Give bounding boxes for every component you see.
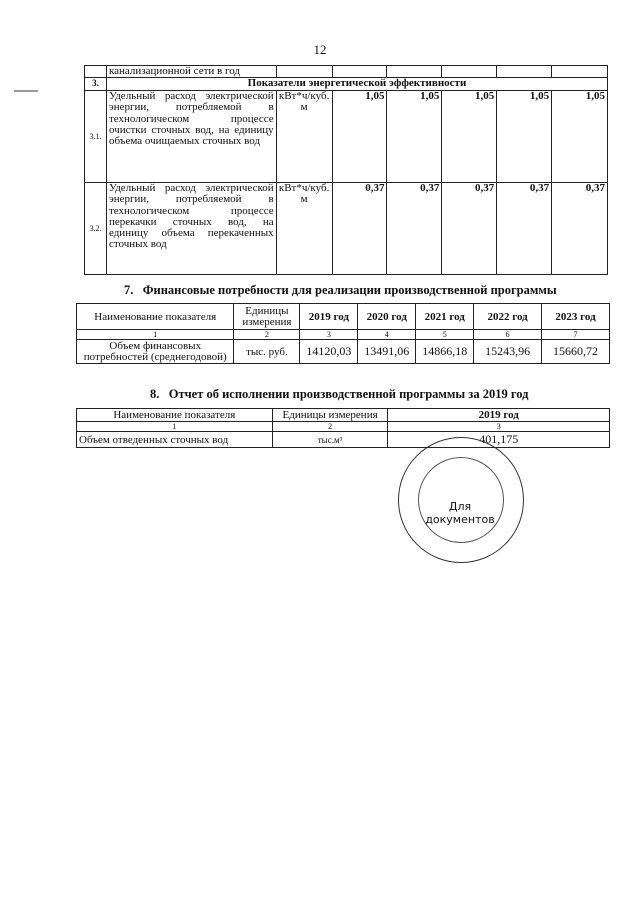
cell-empty [332, 66, 387, 78]
cell-empty [442, 66, 497, 78]
value-2022: 1,05 [497, 91, 552, 183]
header-2023: 2023 год [542, 304, 610, 330]
col-number: 4 [358, 330, 416, 340]
indicator-name: Объем финансовых потребностей (среднегодовой) [77, 340, 234, 364]
stamp-center-text: Для документов [425, 500, 495, 526]
value-2020: 0,37 [387, 183, 442, 275]
margin-mark [14, 90, 38, 92]
execution-report-table [76, 408, 610, 448]
section-8-title: 8. Отчет об исполнении производственной программы за 2019 год [150, 387, 529, 401]
col-number: 5 [416, 330, 474, 340]
value-2022: 15243,96 [474, 340, 542, 364]
header-name: Наименование показателя [77, 409, 273, 422]
financial-needs-table [76, 303, 610, 364]
cell-empty [85, 66, 107, 78]
indicator-name: Удельный расход электрической энергии, потребляемой в технологическом процессе перекачки сточных вод, на единицу объема перекаченных сточных вод [106, 183, 276, 275]
header-2022: 2022 год [474, 304, 542, 330]
header-unit: Единицы измерения [234, 304, 300, 330]
value-2022: 0,37 [497, 183, 552, 275]
header-2019: 2019 год [388, 409, 610, 422]
value-2021: 14866,18 [416, 340, 474, 364]
cell-empty [552, 66, 608, 78]
value-2021: 0,37 [442, 183, 497, 275]
carry-over-text: канализационной сети в год [106, 66, 276, 78]
cell-empty [276, 66, 332, 78]
cell-empty [387, 66, 442, 78]
table-row [85, 91, 608, 183]
col-number: 7 [542, 330, 610, 340]
section-number: 3. [85, 78, 107, 91]
col-number: 3 [300, 330, 358, 340]
value-2023: 1,05 [552, 91, 608, 183]
row-index: 3.1. [85, 91, 107, 183]
value-2023: 15660,72 [542, 340, 610, 364]
section-7-title: 7. Финансовые потребности для реализации производственной программы [124, 283, 557, 297]
value-2019: 1,05 [332, 91, 387, 183]
page-number: 12 [313, 42, 327, 57]
header-2020: 2020 год [358, 304, 416, 330]
indicator-name: Удельный расход электрической энергии, потребляемой в технологическом процессе очистки сточных вод, на единицу объема очищаемых сточных вод [106, 91, 276, 183]
energy-efficiency-table [84, 65, 608, 275]
unit: кВт*ч/куб. м [276, 183, 332, 275]
col-number: 6 [474, 330, 542, 340]
value-2019: 14120,03 [300, 340, 358, 364]
table-row [85, 183, 608, 275]
table-row [77, 432, 610, 448]
header-unit: Единицы измерения [272, 409, 388, 422]
value-2020: 1,05 [387, 91, 442, 183]
unit: тыс. руб. [234, 340, 300, 364]
col-number: 1 [77, 330, 234, 340]
value-2019: 0,37 [332, 183, 387, 275]
section-title: Показатели энергетической эффективности [106, 78, 607, 91]
unit: кВт*ч/куб. м [276, 91, 332, 183]
value-2023: 0,37 [552, 183, 608, 275]
value-2020: 13491,06 [358, 340, 416, 364]
col-number: 1 [77, 422, 273, 432]
unit: тыс.м³ [272, 432, 388, 448]
col-number: 2 [272, 422, 388, 432]
header-2019: 2019 год [300, 304, 358, 330]
col-number: 3 [388, 422, 610, 432]
cell-empty [497, 66, 552, 78]
value-2021: 1,05 [442, 91, 497, 183]
row-index: 3.2. [85, 183, 107, 275]
header-2021: 2021 год [416, 304, 474, 330]
header-name: Наименование показателя [77, 304, 234, 330]
table-row [77, 340, 610, 364]
indicator-name: Объем отведенных сточных вод [77, 432, 273, 448]
value-2019: 401,175 [388, 432, 610, 448]
col-number: 2 [234, 330, 300, 340]
